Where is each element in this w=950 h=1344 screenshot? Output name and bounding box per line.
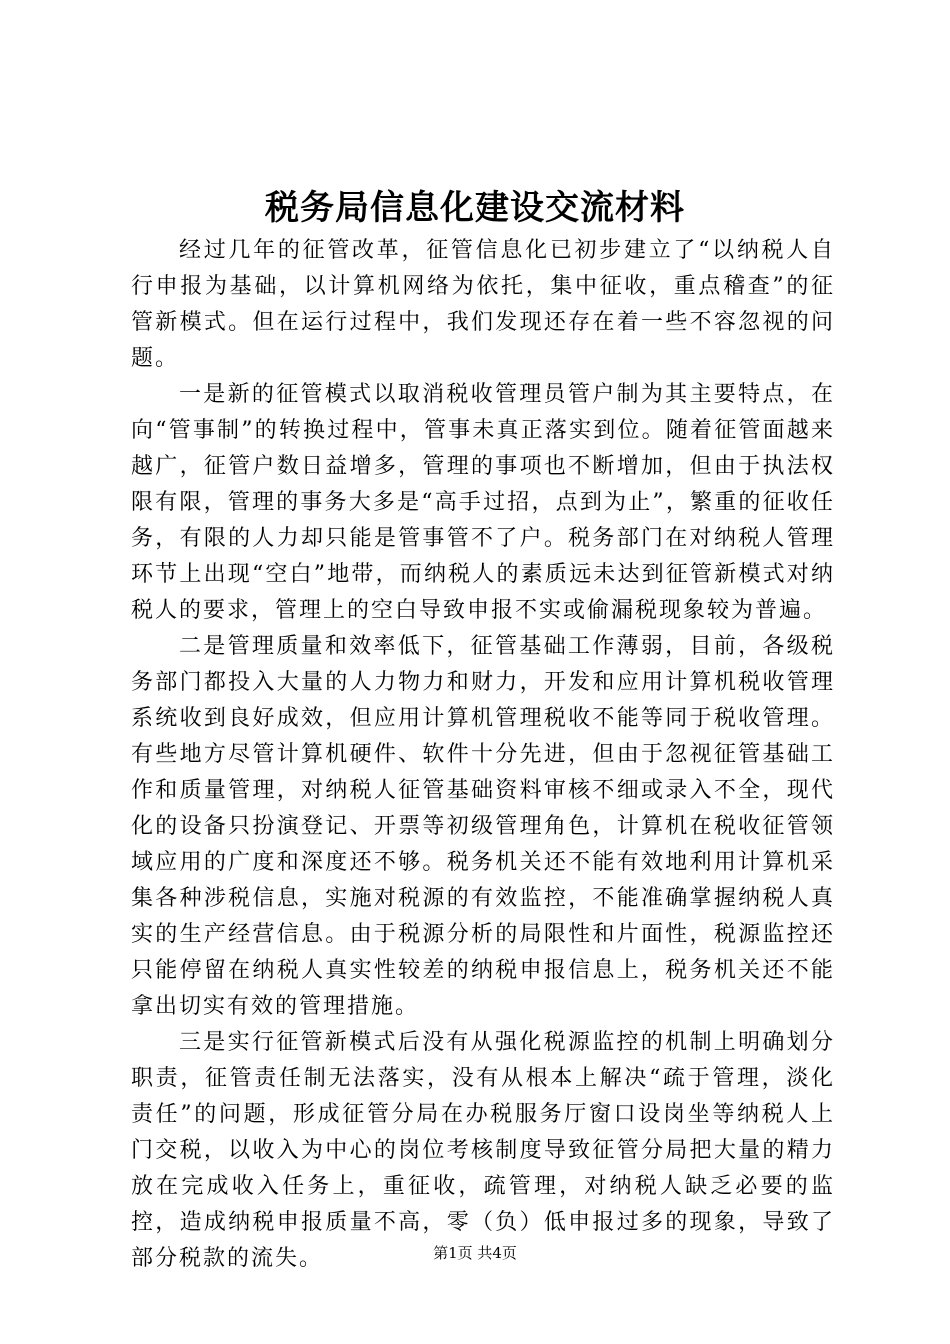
paragraph-point-three: 三是实行征管新模式后没有从强化税源监控的机制上明确划分职责，征管责任制无法落实，没有从根本上解决“疏于管理，淡化责任”的问题，形成征管分局在办税服务厅窗口设岗坐等纳税人上门交税，以收入为中心的岗位考核制度导致征管分局把大量的精力放在完成收入任务上，重征收，疏管理，对纳税人缺乏必要的监控，造成纳税申报质量不高，零（负）低申报过多的现象，导致了部分税款的流失。 <box>131 1030 835 1271</box>
paragraph-point-two: 二是管理质量和效率低下，征管基础工作薄弱，目前，各级税务部门都投入大量的人力物力和财力，开发和应用计算机税收管理系统收到良好成效，但应用计算机管理税收不能等同于税收管理。有些地方尽管计算机硬件、软件十分先进，但由于忽视征管基础工作和质量管理，对纳税人征管基础资料审核不细或录入不全，现代化的设备只扮演登记、开票等初级管理角色，计算机在税收征管领域应用的广度和深度还不够。税务机关还不能有效地利用计算机采集各种涉税信息，实施对税源的有效监控，不能准确掌握纳税人真实的生产经营信息。由于税源分析的局限性和片面性，税源监控还只能停留在纳税人真实性较差的纳税申报信息上，税务机关还不能拿出切实有效的管理措施。 <box>131 634 835 1019</box>
document-title: 税务局信息化建设交流材料 <box>265 188 685 228</box>
paragraph-intro: 经过几年的征管改革，征管信息化已初步建立了“以纳税人自行申报为基础，以计算机网络为依托，集中征收，重点稽查”的征管新模式。但在运行过程中，我们发现还存在着一些不容忽视的问题。 <box>131 238 835 371</box>
page-number-footer: 第1页 共4页 <box>433 1244 517 1262</box>
paragraph-point-one: 一是新的征管模式以取消税收管理员管户制为其主要特点，在向“管事制”的转换过程中，管事未真正落实到位。随着征管面越来越广，征管户数日益增多，管理的事项也不断增加，但由于执法权限有限，管理的事务大多是“高手过招，点到为止”，繁重的征收任务，有限的人力却只能是管事管不了户。税务部门在对纳税人管理环节上出现“空白”地带，而纳税人的素质远未达到征管新模式对纳税人的要求，管理上的空白导致申报不实或偷漏税现象较为普遍。 <box>131 382 835 623</box>
document-body <box>131 233 835 1277</box>
